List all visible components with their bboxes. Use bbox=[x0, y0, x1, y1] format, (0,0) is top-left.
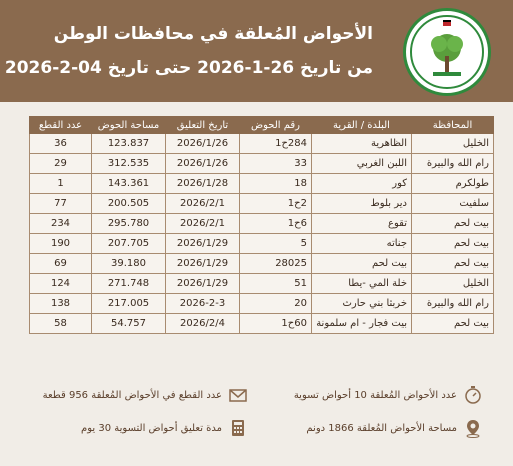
table-cell: 200.505 bbox=[92, 194, 166, 214]
table-row bbox=[30, 274, 494, 294]
table-cell: 2026/2/1 bbox=[166, 214, 240, 234]
table-cell: بيت لحم bbox=[412, 254, 494, 274]
column-header: المحافظة bbox=[412, 117, 494, 134]
table-row bbox=[30, 154, 494, 174]
table-cell: 5 bbox=[240, 234, 312, 254]
table-cell: 33 bbox=[240, 154, 312, 174]
footer-text: مدة تعليق أحواض التسوية 30 يوم bbox=[81, 422, 222, 434]
header-banner bbox=[0, 0, 513, 102]
table-cell: اللبن الغربي bbox=[312, 154, 412, 174]
table-cell: رام الله والبيرة bbox=[412, 294, 494, 314]
table-cell: الخليل bbox=[412, 134, 494, 154]
table-cell: 2026/1/29 bbox=[166, 274, 240, 294]
table-cell: 2026/1/29 bbox=[166, 234, 240, 254]
table-cell: بيت لحم bbox=[412, 214, 494, 234]
footer-suspension-period bbox=[81, 418, 248, 438]
table-cell: 20 bbox=[240, 294, 312, 314]
footer-parcels-count bbox=[43, 385, 248, 405]
column-header: البلدة / القرية bbox=[312, 117, 412, 134]
table-cell: خلة المي -يطا bbox=[312, 274, 412, 294]
table-cell: 60ح1 bbox=[240, 314, 312, 334]
table-cell: الظاهرية bbox=[312, 134, 412, 154]
footer-basins-count bbox=[294, 385, 483, 405]
table-cell: كور bbox=[312, 174, 412, 194]
table-header-row bbox=[30, 117, 494, 134]
footer-basins-area bbox=[306, 418, 483, 438]
table-cell: 143.361 bbox=[92, 174, 166, 194]
table-cell: 2ح1 bbox=[240, 194, 312, 214]
table-cell: الخليل bbox=[412, 274, 494, 294]
table-cell: 217.005 bbox=[92, 294, 166, 314]
table-cell: 28025 bbox=[240, 254, 312, 274]
table-cell: 69 bbox=[30, 254, 92, 274]
table-cell: 124 bbox=[30, 274, 92, 294]
map-marker-icon bbox=[463, 418, 483, 438]
table-cell: 207.705 bbox=[92, 234, 166, 254]
table-cell: بيت لحم bbox=[412, 234, 494, 254]
table-cell: 284ح1 bbox=[240, 134, 312, 154]
suspended-basins-table bbox=[30, 116, 494, 334]
table-cell: بيت لحم bbox=[312, 254, 412, 274]
table-row bbox=[30, 194, 494, 214]
column-header: مساحة الحوض bbox=[92, 117, 166, 134]
envelope-icon bbox=[228, 385, 248, 405]
column-header: عدد القطع bbox=[30, 117, 92, 134]
table-cell: 271.748 bbox=[92, 274, 166, 294]
table-cell: 54.757 bbox=[92, 314, 166, 334]
table-row bbox=[30, 314, 494, 334]
table-cell: 234 bbox=[30, 214, 92, 234]
page-title-line1: الأحواض المُعلقة في محافظات الوطن bbox=[53, 24, 373, 44]
table-row bbox=[30, 294, 494, 314]
column-header: رقم الحوض bbox=[240, 117, 312, 134]
table-cell: 58 bbox=[30, 314, 92, 334]
table-cell: سلفيت bbox=[412, 194, 494, 214]
table-cell: 138 bbox=[30, 294, 92, 314]
table-cell: رام الله والبيرة bbox=[412, 154, 494, 174]
stopwatch-icon bbox=[463, 385, 483, 405]
calculator-icon bbox=[228, 418, 248, 438]
table-cell: 190 bbox=[30, 234, 92, 254]
table-cell: 77 bbox=[30, 194, 92, 214]
footer-text: عدد الأحواض المُعلقة 10 أحواض تسوية bbox=[293, 389, 457, 401]
table-cell: دير بلوط bbox=[312, 194, 412, 214]
table-cell: 2026/1/26 bbox=[166, 134, 240, 154]
emblem-logo bbox=[403, 8, 491, 96]
table-cell: 295.780 bbox=[92, 214, 166, 234]
table-cell: بيت لحم bbox=[412, 314, 494, 334]
olive-tree-icon bbox=[407, 12, 487, 92]
table-cell: بيت فجار - ام سلمونة bbox=[312, 314, 412, 334]
table-row bbox=[30, 254, 494, 274]
table-cell: 2026/2/1 bbox=[166, 194, 240, 214]
table-cell: 123.837 bbox=[92, 134, 166, 154]
table-cell: 2026/2/4 bbox=[166, 314, 240, 334]
table-cell: خربثا بني حارث bbox=[312, 294, 412, 314]
table-row bbox=[30, 214, 494, 234]
table-cell: 1 bbox=[30, 174, 92, 194]
table-cell: طولكرم bbox=[412, 174, 494, 194]
table-cell: جناته bbox=[312, 234, 412, 254]
footer-text: مساحة الأحواض المُعلقة 1866 دونم bbox=[306, 422, 457, 434]
table-row bbox=[30, 174, 494, 194]
footer-text: عدد القطع في الأحواض المُعلقة 956 قطعة bbox=[42, 389, 222, 401]
table-row bbox=[30, 134, 494, 154]
column-header: تاريخ التعليق bbox=[166, 117, 240, 134]
table-row bbox=[30, 234, 494, 254]
page-title-line2: من تاريخ 26-1-2026 حتى تاريخ 04-2-2026 bbox=[4, 58, 373, 78]
table-cell: 6ح1 bbox=[240, 214, 312, 234]
table-cell: 2026/1/29 bbox=[166, 254, 240, 274]
table-cell: 29 bbox=[30, 154, 92, 174]
table-cell: 312.535 bbox=[92, 154, 166, 174]
table-cell: تقوع bbox=[312, 214, 412, 234]
table-cell: 36 bbox=[30, 134, 92, 154]
table-cell: 18 bbox=[240, 174, 312, 194]
table-cell: 2026/1/28 bbox=[166, 174, 240, 194]
table-cell: 2026-2-3 bbox=[166, 294, 240, 314]
table-cell: 51 bbox=[240, 274, 312, 294]
table-cell: 2026/1/26 bbox=[166, 154, 240, 174]
table-cell: 39.180 bbox=[92, 254, 166, 274]
